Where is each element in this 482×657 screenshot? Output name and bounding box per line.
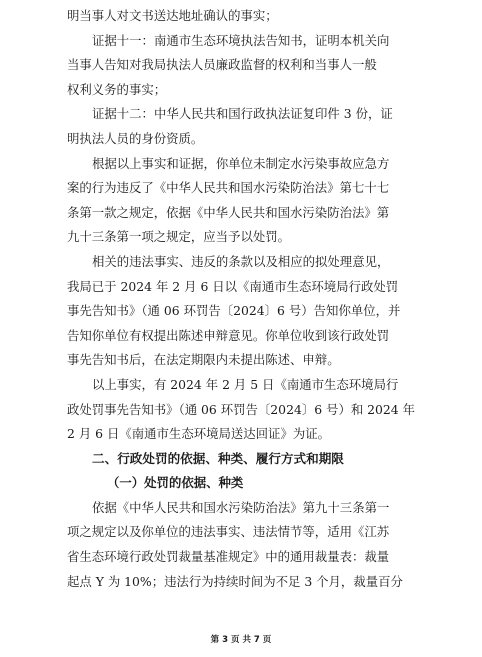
body-line: 我局已于 2024 年 2 月 6 日以《南通市生态环境局行政处罚 (67, 278, 399, 294)
body-line: 2 月 6 日《南通市生态环境局送达回证》为证。 (67, 426, 331, 442)
page-number: 第 3 页 共 7 页 (210, 635, 272, 645)
body-line: 案的行为违反了《中华人民共和国水污染防治法》第七十七 (67, 180, 390, 196)
subsection-heading: （一）处罚的依据、种类 (107, 475, 244, 491)
body-line: 事先告知书后，在法定期限内未提出陈述、申辩。 (67, 352, 340, 368)
body-line: 事先告知书》（通 06 环罚告〔2024〕6 号）告知你单位，并 (67, 303, 401, 319)
document-body (67, 4, 439, 594)
body-line: 条第一款之规定，依据《中华人民共和国水污染防治法》第 (67, 204, 390, 220)
body-line: 依据《中华人民共和国水污染防治法》第九十三条第一 (92, 499, 390, 515)
body-line: 证据十二：中华人民共和国行政执法证复印件 3 份，证 (92, 106, 393, 122)
body-line: 项之规定以及你单位的违法事实、违法情节等，适用《江苏 (67, 524, 390, 540)
body-line: 起点 Y 为 10%；违法行为持续时间为不足 3 个月，裁量百分 (67, 573, 403, 589)
body-line: 以上事实，有 2024 年 2 月 5 日《南通市生态环境局行 (92, 376, 399, 392)
body-line: 当事人告知对我局执法人员廉政监督的权利和当事人一般 (67, 57, 377, 73)
body-line: 证据十一：南通市生态环境执法告知书，证明本机关向 (92, 32, 390, 48)
body-line: 政处罚事先告知书》（通 06 环罚告〔2024〕6 号）和 2024 年 (67, 401, 416, 417)
body-line: 权利义务的事实； (67, 81, 167, 97)
body-line: 省生态环境行政处罚裁量基准规定》中的通用裁量表：裁量 (67, 549, 390, 565)
body-line: 告知你单位有权提出陈述申辩意见。你单位收到该行政处罚 (67, 327, 390, 343)
body-line: 明当事人对文书送达地址确认的事实； (67, 8, 278, 23)
body-line: 九十三条第一项之规定，应当予以处罚。 (67, 229, 291, 245)
section-heading: 二、行政处罚的依据、种类、履行方式和期限 (92, 450, 344, 466)
body-line: 根据以上事实和证据，你单位未制定水污染事故应急方 (92, 155, 390, 171)
body-line: 相关的违法事实、违反的条款以及相应的拟处理意见， (92, 253, 390, 269)
body-line: 明执法人员的身份资质。 (67, 130, 204, 146)
